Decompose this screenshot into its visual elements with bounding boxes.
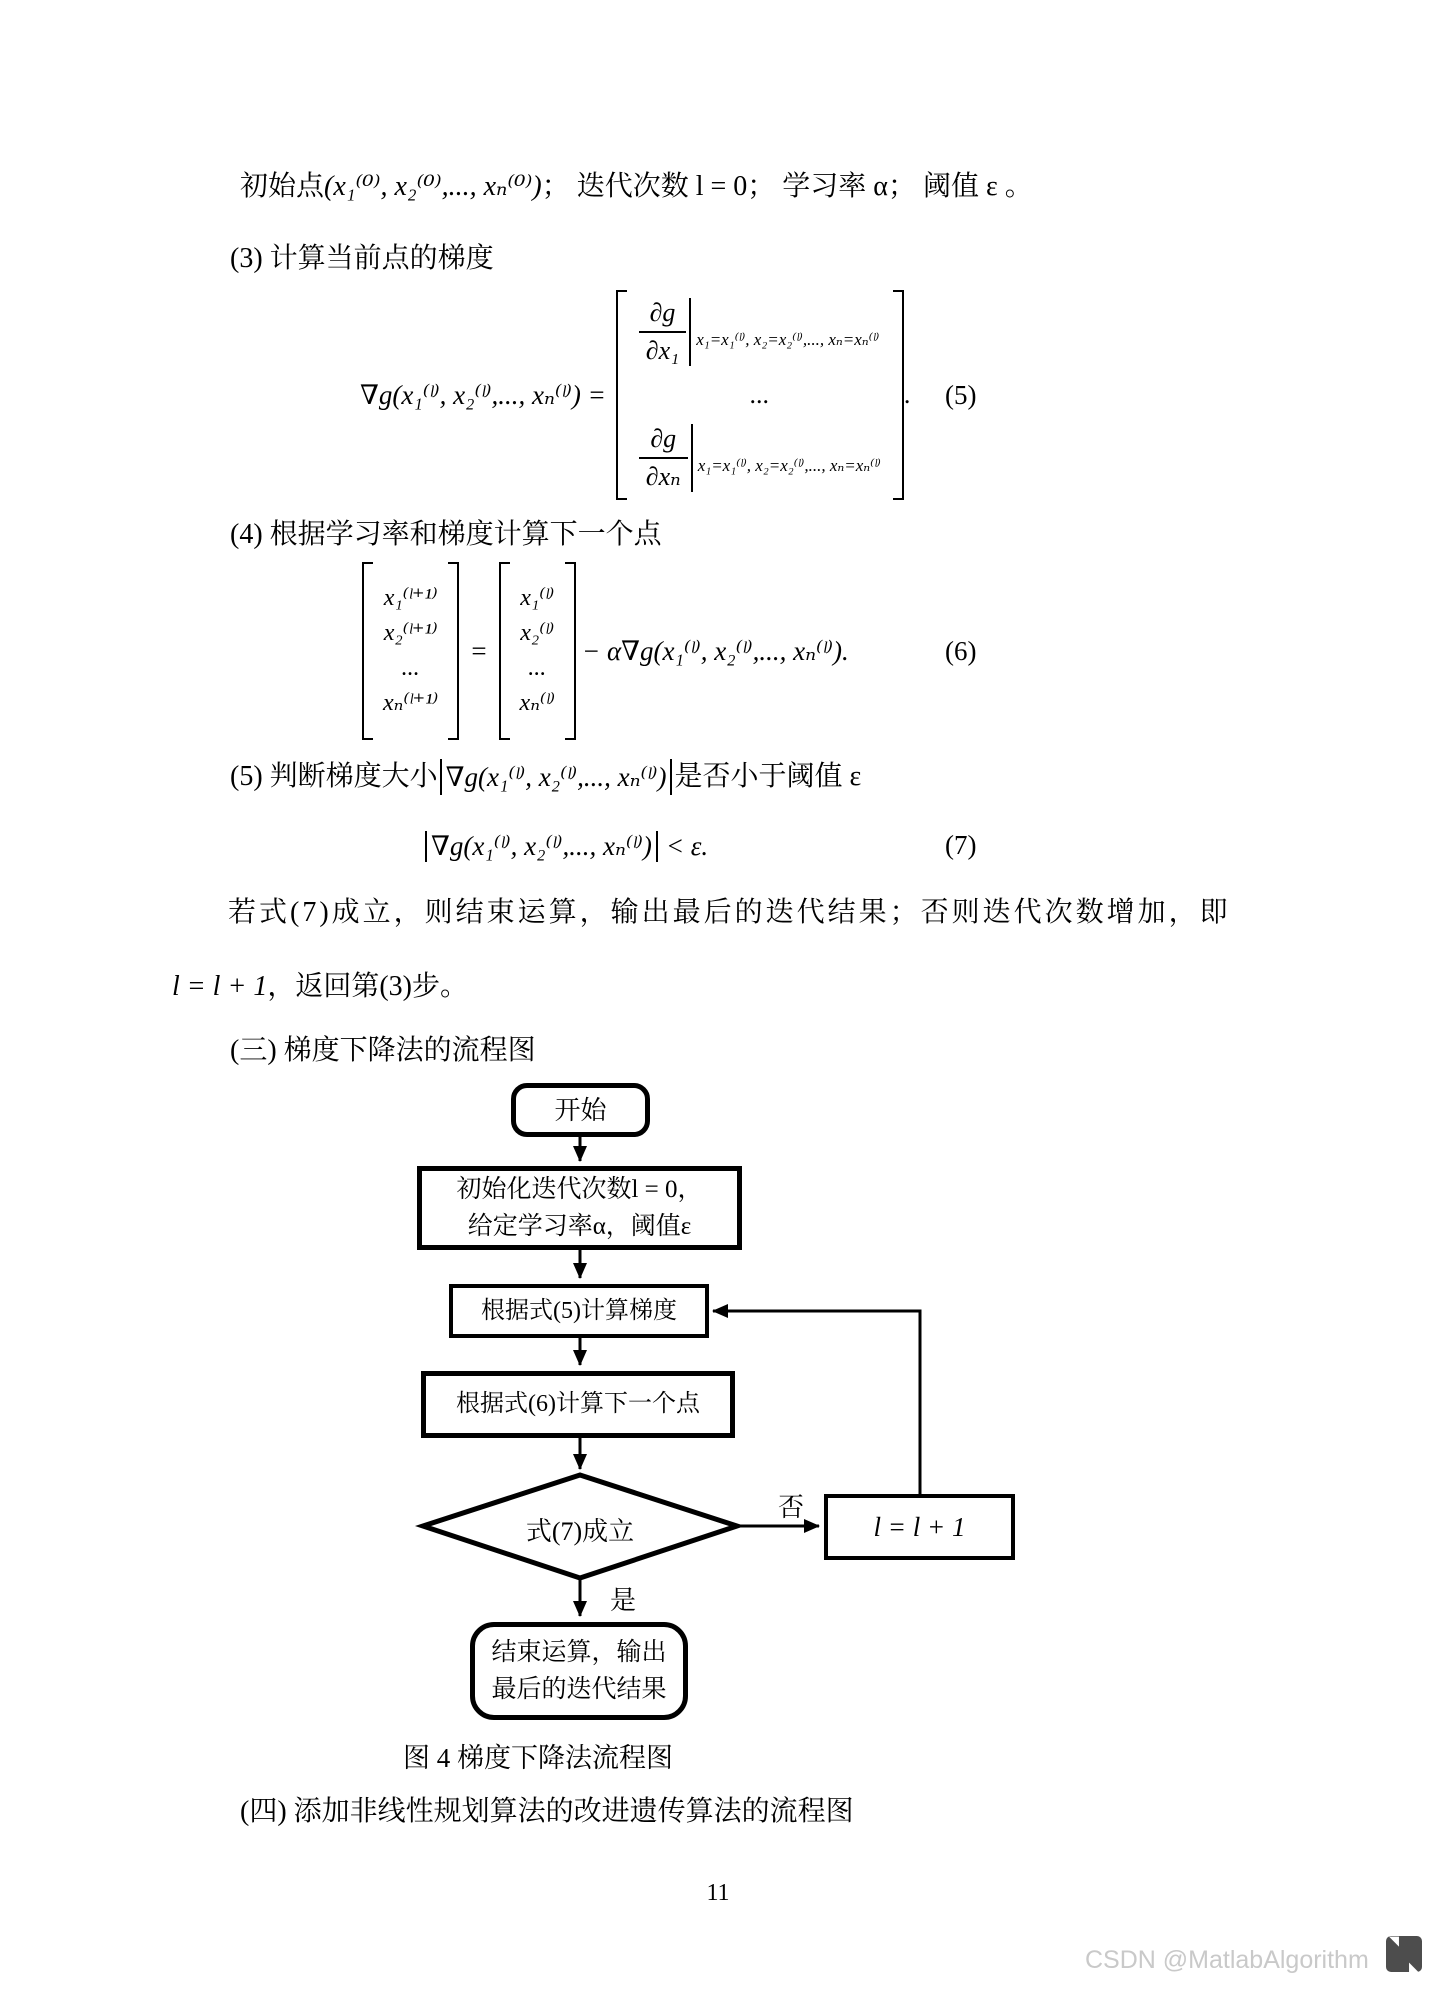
evaluation-bar <box>689 298 691 366</box>
flow-gradient-node: 根据式(5)计算梯度 <box>449 1284 709 1338</box>
para2-post: ，返回第(3)步。 <box>267 971 469 1002</box>
flow-next-point-node: 根据式(6)计算下一个点 <box>421 1371 735 1438</box>
init-line-2: 给定学习率α，阈值ε <box>467 1213 692 1240</box>
flow-end-node <box>470 1622 688 1720</box>
intro-line <box>240 168 1033 206</box>
evaluation-bar <box>691 424 693 492</box>
equation-7 <box>425 824 977 868</box>
vector-bracket-right <box>565 562 576 740</box>
eq5-tail: . <box>903 380 911 409</box>
matrix-row-1 <box>639 298 881 366</box>
intro-post: ； 迭代次数 l = 0； 学习率 α； 阈值 ε 。 <box>541 171 1033 202</box>
flow-init-node <box>417 1166 742 1250</box>
equation-number-6: (6) <box>945 636 977 666</box>
section4-heading: (四) 添加非线性规划算法的改进遗传算法的流程图 <box>240 1796 854 1827</box>
vector-entry: xₙ⁽ˡ⁺¹⁾ <box>383 690 439 716</box>
no-branch-label: 否 <box>778 1493 805 1522</box>
watermark-text: CSDN @MatlabAlgorithm <box>1085 1946 1369 1974</box>
step5-prefix: (5) 判断梯度大小 <box>230 761 438 792</box>
section3-heading: (三) 梯度下降法的流程图 <box>230 1035 536 1066</box>
init-line-1: 初始化迭代次数l = 0， <box>456 1176 703 1203</box>
vector-entry: xₙ⁽ˡ⁾ <box>519 690 555 716</box>
watermark-icon <box>1386 1933 1422 1974</box>
eq5-lhs: ∇g(x₁⁽ˡ⁾, x₂⁽ˡ⁾,..., xₙ⁽ˡ⁾) = <box>360 379 606 410</box>
flow-start-node: 开始 <box>511 1083 650 1137</box>
vector-next <box>381 576 440 726</box>
step3-heading: (3) 计算当前点的梯度 <box>230 243 494 274</box>
vector-entry: ... <box>401 655 420 681</box>
vector-bracket-left <box>362 562 373 740</box>
watermark-icon-glyph: ◣ <box>1409 1959 1419 1974</box>
equation-number-7: (7) <box>945 830 977 860</box>
vector-entry: ... <box>528 655 547 681</box>
intro-math: (x₁⁽⁰⁾, x₂⁽⁰⁾,..., xₙ⁽⁰⁾) <box>324 171 542 202</box>
vector-bracket-left <box>499 562 510 740</box>
vector-bracket-right <box>448 562 459 740</box>
partial-fraction-x1 <box>639 298 686 366</box>
equation-5 <box>360 290 977 500</box>
vector-entry: x₁⁽ˡ⁺¹⁾ <box>383 585 438 611</box>
gradient-matrix <box>635 292 885 498</box>
equation-number-5: (5) <box>945 380 977 410</box>
partial-fraction-xn <box>639 424 688 492</box>
evaluation-condition: x₁=x₁⁽ˡ⁾, x₂=x₂⁽ˡ⁾,..., xₙ=xₙ⁽ˡ⁾ <box>696 330 880 349</box>
vector-entry: x₂⁽ˡ⁺¹⁾ <box>383 620 438 646</box>
eq6-rhs: − α∇g(x₁⁽ˡ⁾, x₂⁽ˡ⁾,..., xₙ⁽ˡ⁾). <box>581 635 849 666</box>
step5-heading <box>230 758 861 796</box>
evaluation-condition: x₁=x₁⁽ˡ⁾, x₂=x₂⁽ˡ⁾,..., xₙ=xₙ⁽ˡ⁾ <box>697 456 881 475</box>
end-line-2: 最后的迭代结果 <box>491 1676 667 1703</box>
gradient-magnitude-inline: ∇g(x₁⁽ˡ⁾, x₂⁽ˡ⁾,..., xₙ⁽ˡ⁾) <box>440 759 673 795</box>
fraction-numerator: ∂g <box>649 298 676 327</box>
page-number: 11 <box>706 1880 730 1906</box>
matrix-bracket-right <box>893 290 904 500</box>
eq7-relation: < ε. <box>665 830 709 861</box>
gradient-descent-flowchart <box>320 1075 1020 1735</box>
arrow-loop-back <box>713 1311 920 1494</box>
fraction-denominator: ∂xₙ <box>639 457 688 492</box>
flow-decision-label: 式(7)成立 <box>525 1517 635 1546</box>
matrix-bracket-left <box>616 290 627 500</box>
flow-increment-node: l = l + 1 <box>824 1494 1015 1560</box>
matrix-row-n <box>639 424 881 492</box>
paragraph-line-2 <box>172 968 468 1006</box>
para2-math: l = l + 1 <box>172 971 268 1002</box>
watermark-icon-glyph: ◥ <box>1389 1933 1399 1948</box>
end-line-1: 结束运算，输出 <box>491 1639 667 1666</box>
yes-branch-label: 是 <box>610 1586 637 1615</box>
paragraph-line-1: 若式(7)成立，则结束运算，输出最后的迭代结果；否则迭代次数增加，即 <box>228 897 1231 928</box>
eq7-abs: ∇g(x₁⁽ˡ⁾, x₂⁽ˡ⁾,..., xₙ⁽ˡ⁾) <box>425 831 658 862</box>
vector-current <box>518 576 557 726</box>
fraction-denominator: ∂x₁ <box>639 331 686 366</box>
vector-entry: x₂⁽ˡ⁾ <box>520 620 555 646</box>
step5-suffix: 是否小于阈值 ε <box>674 761 862 792</box>
vector-entry: x₁⁽ˡ⁾ <box>520 585 555 611</box>
fraction-numerator: ∂g <box>650 424 677 453</box>
equals-sign: = <box>471 635 487 666</box>
matrix-row-dots: ... <box>750 380 770 409</box>
figure-caption: 图 4 梯度下降法流程图 <box>403 1743 673 1773</box>
equation-6 <box>362 562 977 740</box>
step4-heading: (4) 根据学习率和梯度计算下一个点 <box>230 519 662 550</box>
intro-pre: 初始点 <box>240 171 325 202</box>
